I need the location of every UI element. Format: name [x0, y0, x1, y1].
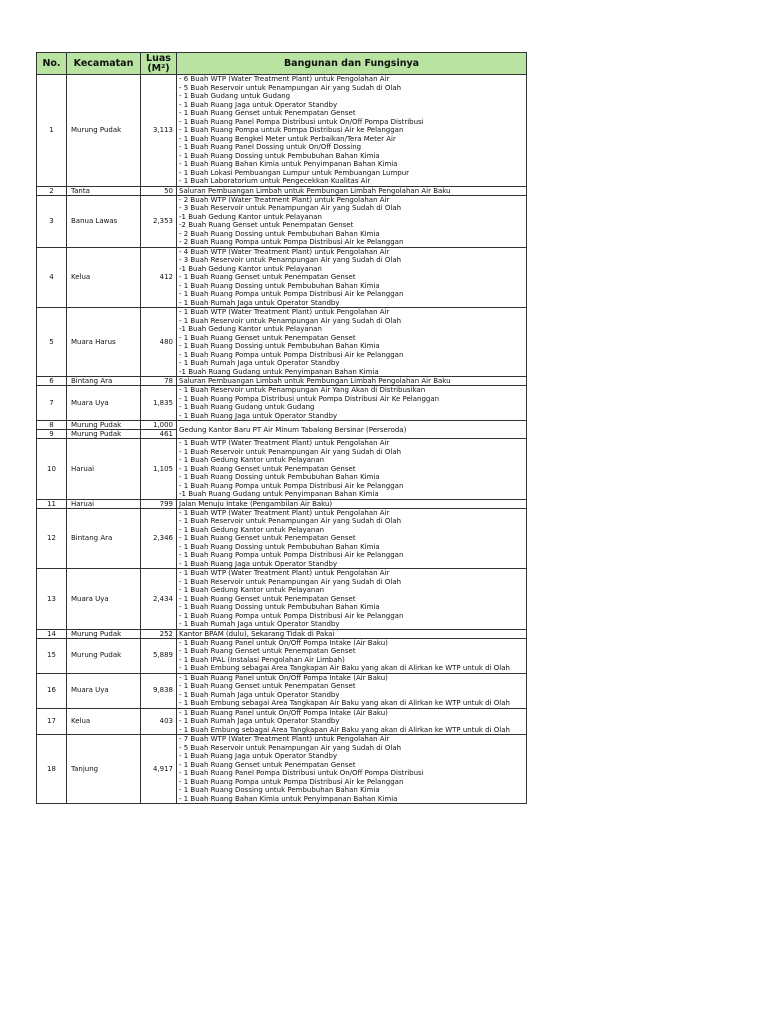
row-luas: 78: [141, 377, 177, 386]
table-row: [37, 421, 527, 430]
row-luas: 461: [141, 430, 177, 439]
bangunan-line: - 1 Buah Ruang Panel untuk On/Off Pompa Intake (Air Baku): [179, 708, 388, 717]
bangunan-line: - 1 Buah Ruang Genset untuk Penempatan Genset: [179, 760, 356, 769]
row-kecamatan: Muara Uya: [67, 386, 141, 421]
bangunan-line: - 1 Buah Ruang Pompa Distribusi untuk Pompa Distribusi Air Ke Pelanggan: [179, 394, 440, 403]
table-body: [37, 75, 527, 804]
row-kecamatan: Haruai: [67, 439, 141, 500]
bangunan-line: - 2 Buah Ruang Pompa untuk Pompa Distribusi Air ke Pelanggan: [179, 238, 404, 246]
row-bangunan: [177, 195, 527, 247]
row-bangunan: [177, 377, 527, 386]
bangunan-line: - 4 Buah WTP (Water Treatment Plant) untuk Pengolahan Air: [179, 247, 390, 256]
row-number: 10: [37, 439, 67, 500]
row-luas: 2,346: [141, 508, 177, 569]
row-bangunan: [177, 421, 527, 439]
table-row: [37, 629, 527, 638]
row-number: 5: [37, 308, 67, 377]
bangunan-line: - 3 Buah Reservoir untuk Penampungan Air yang Sudah di Olah: [179, 204, 402, 212]
row-bangunan: [177, 673, 527, 708]
row-bangunan: [177, 569, 527, 630]
bangunan-line: - 1 Buah Ruang Panel Pompa Distribusi untuk On/Off Pompa Distribusi: [179, 769, 424, 777]
row-luas: 403: [141, 708, 177, 735]
bangunan-line: - 1 Buah Reservoir untuk Penampungan Air Yang Akan di Distribusikan: [179, 386, 426, 394]
bangunan-line: - 1 Buah Ruang Panel Dossing untuk On/Off Dossing: [179, 143, 362, 151]
row-kecamatan: Murung Pudak: [67, 638, 141, 673]
table-row: [37, 186, 527, 195]
bangunan-line: - 1 Buah Laboratorium untuk Pengecekkan Kualitas Air: [179, 177, 371, 185]
row-luas: 3,113: [141, 75, 177, 187]
row-kecamatan: Kelua: [67, 247, 141, 308]
bangunan-line: - 1 Buah Embung sebagai Area Tangkapan Air Baku yang akan di Alirkan ke WTP untuk di Olah: [179, 699, 510, 707]
row-luas: 412: [141, 247, 177, 308]
bangunan-line: - 1 Buah Ruang Pompa untuk Pompa Distribusi Air ke Pelanggan: [179, 551, 404, 559]
table-header-row: [37, 53, 527, 75]
bangunan-line: - 1 Buah Ruang Pompa untuk Pompa Distribusi Air ke Pelanggan: [179, 777, 404, 786]
row-kecamatan: Muara Harus: [67, 308, 141, 377]
bangunan-line: - 1 Buah Reservoir untuk Penampungan Air yang Sudah di Olah: [179, 577, 402, 586]
bangunan-line: - 1 Buah Ruang Genset untuk Penempatan Genset: [179, 534, 356, 542]
row-bangunan: [177, 75, 527, 187]
bangunan-line: -1 Buah Gedung Kantor untuk Pelayanan: [179, 212, 322, 221]
bangunan-line: - 1 Buah IPAL (Instalasi Pengolahan Air Limbah): [179, 655, 345, 664]
bangunan-line: - 1 Buah Ruang Jaga untuk Operator Standby: [179, 411, 338, 420]
table-row: [37, 377, 527, 386]
bangunan-line: Gedung Kantor Baru PT Air Minum Tabalong Bersinar (Perseroda): [179, 425, 407, 434]
bangunan-line: - 1 Buah Ruang Dossing untuk Pembubuhan Bahan Kimia: [179, 473, 380, 481]
bangunan-line: - 1 Buah Ruang Genset untuk Penempatan Genset: [179, 109, 356, 117]
bangunan-line: - 1 Buah Ruang Dossing untuk Pembubuhan Bahan Kimia: [179, 786, 380, 794]
row-luas: 1,000: [141, 421, 177, 430]
header-kecamatan: Kecamatan: [67, 53, 141, 75]
row-number: 16: [37, 673, 67, 708]
bangunan-line: - 1 Buah Ruang Panel Pompa Distribusi untuk On/Off Pompa Distribusi: [179, 117, 424, 126]
row-luas: 1,835: [141, 386, 177, 421]
row-bangunan: [177, 708, 527, 735]
row-bangunan: [177, 186, 527, 195]
row-luas: 9,838: [141, 673, 177, 708]
row-number: 8: [37, 421, 67, 430]
row-number: 3: [37, 195, 67, 247]
bangunan-line: - 1 Buah Gedung Kantor untuk Pelayanan: [179, 525, 325, 534]
row-kecamatan: Haruai: [67, 499, 141, 508]
row-number: 9: [37, 430, 67, 439]
row-kecamatan: Murung Pudak: [67, 75, 141, 187]
bangunan-line: - 1 Buah WTP (Water Treatment Plant) untuk Pengolahan Air: [179, 308, 390, 316]
row-kecamatan: Tanjung: [67, 735, 141, 804]
row-kecamatan: Tanta: [67, 186, 141, 195]
bangunan-line: - 1 Buah Ruang Panel untuk On/Off Pompa Intake (Air Baku): [179, 673, 388, 682]
bangunan-line: - 1 Buah WTP (Water Treatment Plant) untuk Pengolahan Air: [179, 508, 390, 517]
asset-table: [36, 52, 527, 804]
row-number: 6: [37, 377, 67, 386]
bangunan-line: - 1 Buah Ruang Bahan Kimia untuk Penyimpanan Bahan Kimia: [179, 794, 398, 803]
bangunan-line: - 2 Buah Ruang Dossing untuk Pembubuhan Bahan Kimia: [179, 229, 380, 238]
table-row: [37, 673, 527, 708]
row-bangunan: [177, 508, 527, 569]
bangunan-line: - 1 Buah Ruang Jaga untuk Operator Standby: [179, 100, 338, 109]
row-luas: 4,917: [141, 735, 177, 804]
bangunan-line: Saluran Pembuangan Limbah untuk Pembungan Limbah Pengolahan Air Baku: [179, 377, 451, 385]
bangunan-line: - 1 Buah Reservoir untuk Penampungan Air yang Sudah di Olah: [179, 316, 402, 325]
bangunan-line: -2 Buah Ruang Genset untuk Penempatan Genset: [179, 221, 354, 229]
bangunan-line: - 1 Buah Ruang Pompa untuk Pompa Distribusi Air ke Pelanggan: [179, 290, 404, 298]
row-bangunan: [177, 735, 527, 804]
table-row: [37, 708, 527, 735]
row-number: 15: [37, 638, 67, 673]
row-kecamatan: Murung Pudak: [67, 421, 141, 430]
bangunan-line: - 1 Buah Ruang Pompa untuk Pompa Distribusi Air ke Pelanggan: [179, 126, 404, 134]
row-luas: 252: [141, 629, 177, 638]
table-row: [37, 308, 527, 377]
bangunan-line: - 1 Buah Ruang Dossing untuk Pembubuhan Bahan Kimia: [179, 342, 380, 350]
bangunan-line: - 1 Buah Ruang Genset untuk Penempatan Genset: [179, 333, 356, 342]
header-bangunan: Bangunan dan Fungsinya: [177, 53, 527, 75]
row-number: 1: [37, 75, 67, 187]
bangunan-line: - 1 Buah Ruang Genset untuk Penempatan Genset: [179, 464, 356, 473]
bangunan-line: - 5 Buah Reservoir untuk Penampungan Air yang Sudah di Olah: [179, 83, 402, 92]
bangunan-line: - 1 Buah Ruang Panel untuk On/Off Pompa Intake (Air Baku): [179, 638, 388, 647]
row-bangunan: [177, 629, 527, 638]
row-number: 11: [37, 499, 67, 508]
table-row: [37, 638, 527, 673]
bangunan-line: - 1 Buah Ruang Bahan Kimia untuk Penyimpanan Bahan Kimia: [179, 160, 398, 168]
bangunan-line: - 1 Buah Rumah Jaga untuk Operator Standby: [179, 359, 340, 367]
bangunan-line: - 1 Buah Embung sebagai Area Tangkapan Air Baku yang akan di Alirkan ke WTP untuk di Olah: [179, 725, 510, 734]
row-bangunan: [177, 386, 527, 421]
table-row: [37, 569, 527, 630]
row-number: 18: [37, 735, 67, 804]
bangunan-line: - 1 Buah Ruang Pompa untuk Pompa Distribusi Air ke Pelanggan: [179, 611, 404, 620]
bangunan-line: - 1 Buah Ruang Pompa untuk Pompa Distribusi Air ke Pelanggan: [179, 350, 404, 359]
row-bangunan: [177, 247, 527, 308]
bangunan-line: - 1 Buah Ruang Dossing untuk Pembubuhan Bahan Kimia: [179, 151, 380, 160]
bangunan-line: - 1 Buah Embung sebagai Area Tangkapan Air Baku yang akan di Alirkan ke WTP untuk di Olah: [179, 664, 510, 672]
bangunan-line: -1 Buah Gedung Kantor untuk Pelayanan: [179, 325, 322, 333]
bangunan-line: - 1 Buah Rumah Jaga untuk Operator Standby: [179, 298, 340, 307]
row-kecamatan: Muara Uya: [67, 569, 141, 630]
bangunan-line: - 1 Buah Ruang Dossing untuk Pembubuhan Bahan Kimia: [179, 603, 380, 611]
bangunan-line: - 1 Buah WTP (Water Treatment Plant) untuk Pengolahan Air: [179, 439, 390, 447]
bangunan-line: - 1 Buah Ruang Dossing untuk Pembubuhan Bahan Kimia: [179, 542, 380, 551]
row-number: 12: [37, 508, 67, 569]
row-kecamatan: Murung Pudak: [67, 629, 141, 638]
table-row: [37, 386, 527, 421]
bangunan-line: - 1 Buah Gudang untuk Gudang: [179, 92, 291, 100]
row-kecamatan: Bintang Ara: [67, 508, 141, 569]
bangunan-line: - 1 Buah Ruang Genset untuk Penempatan Genset: [179, 594, 356, 603]
row-kecamatan: Muara Uya: [67, 673, 141, 708]
row-number: 13: [37, 569, 67, 630]
row-number: 7: [37, 386, 67, 421]
bangunan-line: - 1 Buah Rumah Jaga untuk Operator Standby: [179, 690, 340, 699]
bangunan-line: - 1 Buah Ruang Gudang untuk Gudang: [179, 403, 315, 411]
row-luas: 50: [141, 186, 177, 195]
row-luas: 480: [141, 308, 177, 377]
row-luas: 2,434: [141, 569, 177, 630]
bangunan-line: - 1 Buah Gedung Kantor untuk Pelayanan: [179, 456, 325, 464]
bangunan-line: - 5 Buah Reservoir untuk Penampungan Air yang Sudah di Olah: [179, 743, 402, 752]
header-luas: Luas (M²): [141, 53, 177, 75]
row-number: 14: [37, 629, 67, 638]
row-kecamatan: Banua Lawas: [67, 195, 141, 247]
row-bangunan: [177, 499, 527, 508]
table-row: [37, 508, 527, 569]
row-luas: 2,353: [141, 195, 177, 247]
bangunan-line: - 1 Buah Ruang Pompa untuk Pompa Distribusi Air ke Pelanggan: [179, 481, 404, 490]
table-row: [37, 247, 527, 308]
bangunan-line: - 1 Buah Reservoir untuk Penampungan Air yang Sudah di Olah: [179, 447, 402, 456]
bangunan-line: - 1 Buah Rumah Jaga untuk Operator Standby: [179, 717, 340, 725]
bangunan-line: - 1 Buah Ruang Genset untuk Penempatan Genset: [179, 682, 356, 690]
row-kecamatan: Kelua: [67, 708, 141, 735]
row-number: 4: [37, 247, 67, 308]
bangunan-line: - 1 Buah Rumah Jaga untuk Operator Standby: [179, 620, 340, 628]
bangunan-line: - 1 Buah Ruang Jaga untuk Operator Standby: [179, 752, 338, 760]
bangunan-line: - 3 Buah Reservoir untuk Penampungan Air yang Sudah di Olah: [179, 256, 402, 264]
bangunan-line: - 7 Buah WTP (Water Treatment Plant) untuk Pengolahan Air: [179, 735, 390, 743]
bangunan-line: - 6 Buah WTP (Water Treatment Plant) untuk Pengolahan Air: [179, 75, 390, 83]
bangunan-line: - 1 Buah Ruang Jaga untuk Operator Standby: [179, 559, 338, 568]
row-number: 2: [37, 186, 67, 195]
bangunan-line: - 2 Buah WTP (Water Treatment Plant) untuk Pengolahan Air: [179, 195, 390, 204]
bangunan-line: - 1 Buah Ruang Genset untuk Penempatan Genset: [179, 273, 356, 281]
bangunan-line: - 1 Buah WTP (Water Treatment Plant) untuk Pengolahan Air: [179, 569, 390, 577]
header-no: No.: [37, 53, 67, 75]
bangunan-line: -1 Buah Ruang Gudang untuk Penyimpanan Bahan Kimia: [179, 490, 379, 498]
row-luas: 1,105: [141, 439, 177, 500]
bangunan-line: Kantor BPAM (dulu), Sekarang Tidak di Pakai: [179, 629, 335, 638]
row-bangunan: [177, 308, 527, 377]
table-row: [37, 195, 527, 247]
row-luas: 799: [141, 499, 177, 508]
row-bangunan: [177, 638, 527, 673]
row-kecamatan: Murung Pudak: [67, 430, 141, 439]
bangunan-line: - 1 Buah Ruang Dossing untuk Pembubuhan Bahan Kimia: [179, 281, 380, 290]
row-luas: 5,889: [141, 638, 177, 673]
row-number: 17: [37, 708, 67, 735]
bangunan-line: -1 Buah Gedung Kantor untuk Pelayanan: [179, 264, 322, 273]
table-row: [37, 75, 527, 187]
bangunan-line: -1 Buah Ruang Gudang untuk Penyimpanan Bahan Kimia: [179, 367, 379, 376]
table-row: [37, 499, 527, 508]
bangunan-line: Saluran Pembuangan Limbah untuk Pembungan Limbah Pengolahan Air Baku: [179, 186, 451, 195]
bangunan-line: - 1 Buah Ruang Genset untuk Penempatan Genset: [179, 647, 356, 655]
bangunan-line: - 1 Buah Gedung Kantor untuk Pelayanan: [179, 586, 325, 594]
bangunan-line: - 1 Buah Lokasi Pembuangan Lumpur untuk Pembuangan Lumpur: [179, 168, 410, 177]
row-kecamatan: Bintang Ara: [67, 377, 141, 386]
table-row: [37, 439, 527, 500]
bangunan-line: Jalan Menuju Intake (Pengambilan Air Baku): [179, 499, 333, 508]
bangunan-line: - 1 Buah Ruang Bengkel Meter untuk Perbaikan/Tera Meter Air: [179, 134, 396, 143]
row-bangunan: [177, 439, 527, 500]
table-row: [37, 735, 527, 804]
bangunan-line: - 1 Buah Reservoir untuk Penampungan Air yang Sudah di Olah: [179, 517, 402, 525]
